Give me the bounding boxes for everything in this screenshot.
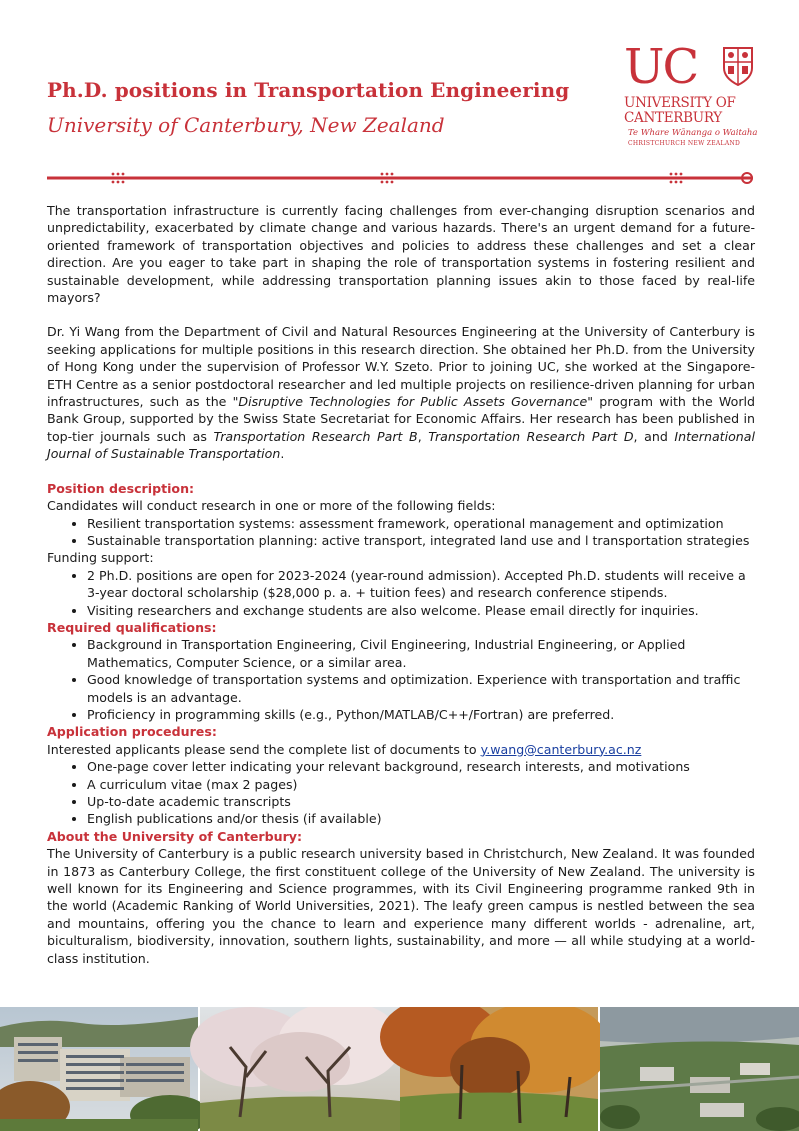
funding-label: Funding support:	[47, 550, 154, 566]
list-item: • Good knowledge of transportation systems and optimization. Experience with transportation and traffic models is an advantage.	[87, 671, 755, 706]
bio-text-2: " program with the World Bank Group, supported by the Swiss State Secretariat for Economic Affairs. Her research has been published in top-tier journals such as	[47, 394, 755, 444]
page-subtitle: University of Canterbury, New Zealand	[47, 113, 445, 137]
list-item: • Proficiency in programming skills (e.g., Python/MATLAB/C++/Fortran) are preferred.	[87, 706, 755, 723]
list-item: • Background in Transportation Engineering, Civil Engineering, Industrial Engineering, or Applied Mathematics, Computer Science, or a similar area.	[87, 636, 755, 671]
documents-list	[47, 758, 755, 828]
funding-list	[47, 567, 755, 619]
position-intro: Candidates will conduct research in one or more of the following fields:	[47, 498, 496, 514]
list-item: • 2 Ph.D. positions are open for 2023-2024 (year-round admission). Accepted Ph.D. students will receive a 3-year doctoral scholarship ($28,000 p. a. + tuition fees) and research conference stipends.	[87, 567, 755, 602]
list-item: • Sustainable transportation planning: active transport, integrated land use and l transportation strategies	[87, 532, 755, 549]
application-intro-text: Interested applicants please send the complete list of documents to	[47, 741, 481, 757]
list-item: • Resilient transportation systems: assessment framework, operational management and optimization	[87, 515, 755, 532]
bio-sep-2: , and	[633, 428, 675, 444]
application-heading: Application procedures:	[47, 724, 217, 740]
list-item: • One-page cover letter indicating your relevant background, research interests, and motivations	[87, 758, 755, 775]
qualifications-list	[47, 636, 755, 723]
about-paragraph: The University of Canterbury is a public research university based in Christchurch, New Zealand. It was founded in 1873 as Canterbury College, the first constituent college of the University of New Zealand. The university is well known for its Engineering and Science programmes, with its Civil Engineering programme ranked 9th in the world (Academic Ranking of World Universities, 2021). The leafy green campus is nestled between the sea and mountains, offering you the chance to learn and experience many different worlds - adrenaline, art, biculturalism, biodiversity, innovation, southern lights, sustainability, and more — all while studying at a world-class institution.	[47, 846, 755, 966]
intro-paragraph: The transportation infrastructure is currently facing challenges from ever-changing disruption scenarios and unpredictability, exacerbated by climate change and various hazards. There's an urgent demand for a future-oriented framework of transportation objectives and policies to address these challenges and set a clear direction. Are you eager to take part in shaping the role of transportation systems in fostering resilient and sustainable development, while addressing transportation planning issues akin to those faced by real-life mayors?	[47, 203, 755, 306]
bio-program-name: Disruptive Technologies for Public Assets Governance	[238, 394, 588, 410]
logo-line1: UNIVERSITY OF	[624, 95, 736, 111]
cherry-blossom-photo	[190, 1007, 402, 1131]
list-item: • A curriculum vitae (max 2 pages)	[87, 776, 755, 793]
journal-2: Transportation Research Part D	[428, 428, 634, 444]
list-item: • Up-to-date academic transcripts	[87, 793, 755, 810]
bio-end: .	[280, 446, 285, 462]
campus-photo-strip	[0, 1007, 799, 1131]
journal-1: Transportation Research Part B	[213, 428, 418, 444]
bio-paragraph	[47, 323, 755, 462]
contact-email-link[interactable]: y.wang@canterbury.ac.nz	[480, 741, 642, 757]
journal-3: International Journal of Sustainable Transportation	[47, 428, 756, 462]
position-heading: Position description:	[47, 480, 195, 496]
campus-buildings-photo	[0, 1007, 210, 1131]
autumn-trees-photo	[380, 1007, 610, 1131]
list-item: • Visiting researchers and exchange students are also welcome. Please email directly for inquiries.	[87, 602, 755, 619]
list-item: • English publications and/or thesis (if available)	[87, 810, 755, 827]
main-content	[47, 202, 755, 967]
logo-city: CHRISTCHURCH NEW ZEALAND	[628, 140, 741, 147]
university-logo	[622, 39, 758, 152]
research-fields-list	[47, 515, 755, 550]
page-title: Ph.D. positions in Transportation Engineering	[47, 78, 570, 102]
header-divider	[47, 172, 753, 184]
logo-initials: UC	[624, 39, 698, 95]
university-crest-icon	[722, 46, 754, 86]
qualifications-heading: Required qualifications:	[47, 619, 217, 635]
bio-sep-1: ,	[417, 428, 429, 444]
aerial-campus-photo	[600, 1007, 799, 1131]
logo-maori-name: Te Whare Wānanga o Waitaha	[628, 128, 758, 138]
logo-line2: CANTERBURY	[624, 110, 722, 126]
application-intro	[47, 741, 755, 758]
about-heading: About the University of Canterbury:	[47, 828, 303, 844]
bio-text-1: Dr. Yi Wang from the Department of Civil and Natural Resources Engineering at the University of Canterbury is seeking applications for multiple positions in this research direction. She obtained her Ph.D. from the University of Hong Kong under the supervision of Professor W.Y. Szeto. Prior to joining UC, she worked at the Singapore-ETH Centre as a senior postdoctoral researcher and led multiple projects on resilience-driven planning for urban infrastructures, such as the "	[47, 324, 755, 410]
